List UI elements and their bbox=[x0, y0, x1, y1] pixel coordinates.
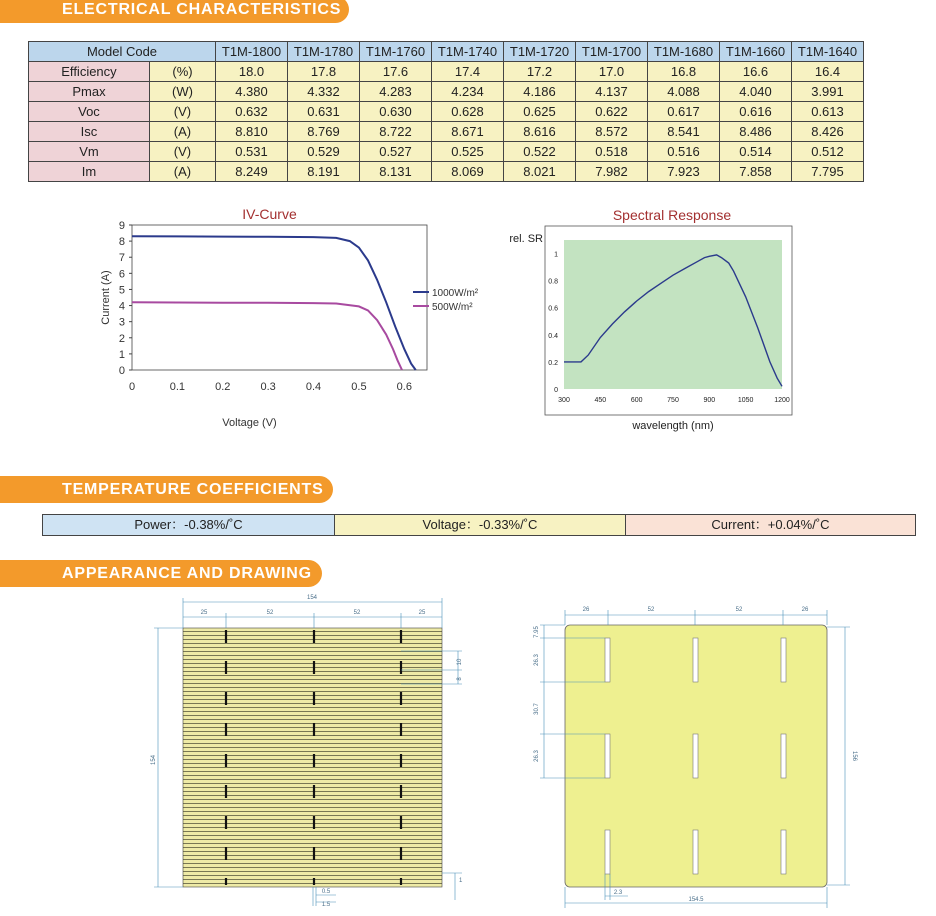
model-header: T1M-1780 bbox=[288, 42, 360, 62]
temp-coeff-current: Current：+0.04%/˚C bbox=[625, 514, 916, 536]
value-cell: 8.722 bbox=[360, 122, 432, 142]
value-cell: 4.186 bbox=[504, 82, 576, 102]
table-header-row bbox=[29, 42, 864, 62]
parameter-unit: (A) bbox=[149, 122, 215, 142]
parameter-name: Vm bbox=[29, 142, 150, 162]
iv-y-axis-label: Current (A) bbox=[100, 270, 112, 325]
parameter-name: Efficiency bbox=[29, 62, 150, 82]
value-cell: 8.769 bbox=[288, 122, 360, 142]
parameter-name: Pmax bbox=[29, 82, 150, 102]
value-cell: 0.630 bbox=[360, 102, 432, 122]
value-cell: 8.541 bbox=[648, 122, 720, 142]
dim-back-seg4: 26 bbox=[801, 607, 809, 613]
table-row bbox=[29, 102, 864, 122]
dim-back-right: 156 bbox=[851, 750, 857, 762]
value-cell: 4.283 bbox=[360, 82, 432, 102]
table-row bbox=[29, 162, 864, 182]
parameter-unit: (A) bbox=[149, 162, 215, 182]
sr-x-tick-label: 450 bbox=[594, 397, 607, 404]
iv-x-tick-label: 0.4 bbox=[305, 381, 322, 393]
table-row bbox=[29, 142, 864, 162]
value-cell: 16.6 bbox=[720, 62, 792, 82]
appearance-section-banner: APPEARANCE AND DRAWING bbox=[0, 560, 322, 587]
parameter-name: Im bbox=[29, 162, 150, 182]
value-cell: 8.616 bbox=[504, 122, 576, 142]
value-cell: 8.810 bbox=[216, 122, 288, 142]
temperature-section-banner: TEMPERATURE COEFFICIENTS bbox=[0, 476, 333, 503]
value-cell: 0.622 bbox=[576, 102, 648, 122]
dim-front-b1: 0.5 bbox=[321, 889, 331, 895]
table-row bbox=[29, 62, 864, 82]
iv-x-axis-label: Voltage (V) bbox=[222, 417, 277, 429]
value-cell: 0.631 bbox=[288, 102, 360, 122]
sr-y-tick-label: 0.6 bbox=[548, 305, 558, 313]
iv-x-tick-label: 0.5 bbox=[351, 381, 367, 393]
value-cell: 4.088 bbox=[648, 82, 720, 102]
value-cell: 0.527 bbox=[360, 142, 432, 162]
value-cell: 0.531 bbox=[216, 142, 288, 162]
value-cell: 17.2 bbox=[504, 62, 576, 82]
sr-x-tick-label: 1200 bbox=[774, 397, 790, 404]
parameter-name: Voc bbox=[29, 102, 150, 122]
iv-x-tick-label: 0.2 bbox=[215, 381, 231, 393]
value-cell: 8.249 bbox=[216, 162, 288, 182]
value-cell: 8.426 bbox=[792, 122, 864, 142]
sr-y-tick-label: 0 bbox=[554, 387, 558, 394]
dim-front-gap1: 10 bbox=[457, 658, 463, 666]
dim-front-left: 154 bbox=[151, 754, 157, 766]
sr-plot-area bbox=[564, 240, 782, 389]
dim-front-seg4: 25 bbox=[418, 610, 426, 616]
value-cell: 4.380 bbox=[216, 82, 288, 102]
parameter-unit: (V) bbox=[149, 102, 215, 122]
temp-coeff-power: Power：-0.38%/˚C bbox=[42, 514, 335, 536]
value-cell: 7.858 bbox=[720, 162, 792, 182]
iv-chart-title: IV-Curve bbox=[242, 206, 297, 222]
iv-x-tick-label: 0.6 bbox=[396, 381, 412, 393]
electrical-section-banner: ELECTRICAL CHARACTERISTICS bbox=[0, 0, 349, 23]
model-header: T1M-1700 bbox=[576, 42, 648, 62]
iv-y-tick-label: 5 bbox=[118, 284, 125, 297]
sr-x-axis-label: wavelength (nm) bbox=[632, 420, 714, 432]
value-cell: 8.572 bbox=[576, 122, 648, 142]
value-cell: 3.991 bbox=[792, 82, 864, 102]
value-cell: 18.0 bbox=[216, 62, 288, 82]
value-cell: 0.617 bbox=[648, 102, 720, 122]
front-cell-drawing bbox=[140, 588, 480, 910]
sr-chart-title: Spectral Response bbox=[612, 207, 732, 223]
value-cell: 17.4 bbox=[432, 62, 504, 82]
value-cell: 0.529 bbox=[288, 142, 360, 162]
value-cell: 4.234 bbox=[432, 82, 504, 102]
value-cell: 4.040 bbox=[720, 82, 792, 102]
model-header: T1M-1800 bbox=[216, 42, 288, 62]
value-cell: 0.516 bbox=[648, 142, 720, 162]
iv-y-tick-label: 9 bbox=[118, 220, 125, 232]
value-cell: 0.632 bbox=[216, 102, 288, 122]
dim-front-seg1: 25 bbox=[200, 610, 208, 616]
iv-curve-chart bbox=[95, 205, 515, 435]
dim-front-seg2: 52 bbox=[266, 610, 274, 616]
value-cell: 0.525 bbox=[432, 142, 504, 162]
sr-x-tick-label: 1050 bbox=[737, 397, 754, 404]
dim-back-seg3: 52 bbox=[735, 607, 743, 613]
iv-y-tick-label: 1 bbox=[118, 348, 125, 361]
value-cell: 8.191 bbox=[288, 162, 360, 182]
dim-front-seg3: 52 bbox=[353, 610, 361, 616]
iv-y-tick-label: 3 bbox=[118, 316, 125, 329]
temp-coeff-voltage: Voltage：-0.33%/˚C bbox=[334, 514, 626, 536]
value-cell: 0.518 bbox=[576, 142, 648, 162]
sr-x-tick-label: 600 bbox=[630, 397, 643, 404]
dim-back-pad-h1: 26.3 bbox=[534, 654, 540, 666]
sr-x-tick-label: 300 bbox=[558, 397, 570, 404]
sr-y-tick-label: 0.4 bbox=[548, 332, 558, 340]
sr-y-tick-label: 1 bbox=[554, 251, 558, 259]
sr-y-axis-label: rel. SR bbox=[509, 233, 543, 245]
iv-y-tick-label: 0 bbox=[118, 365, 125, 377]
iv-y-tick-label: 8 bbox=[118, 236, 125, 249]
model-code-header: Model Code bbox=[29, 42, 216, 62]
electrical-spec-table bbox=[28, 41, 864, 182]
value-cell: 8.069 bbox=[432, 162, 504, 182]
value-cell: 17.8 bbox=[288, 62, 360, 82]
dim-back-seg1: 26 bbox=[582, 607, 590, 613]
model-header: T1M-1720 bbox=[504, 42, 576, 62]
sr-x-tick-label: 750 bbox=[667, 397, 679, 404]
iv-y-tick-label: 2 bbox=[118, 332, 125, 345]
dim-front-corner: 1 bbox=[459, 878, 463, 884]
model-header: T1M-1640 bbox=[792, 42, 864, 62]
table-row bbox=[29, 82, 864, 102]
iv-x-tick-label: 0.1 bbox=[169, 381, 186, 393]
dim-back-pad-gap: 30.7 bbox=[534, 703, 540, 715]
value-cell: 8.021 bbox=[504, 162, 576, 182]
value-cell: 4.332 bbox=[288, 82, 360, 102]
iv-x-tick-label: 0 bbox=[128, 381, 136, 393]
dim-back-seg2: 52 bbox=[647, 607, 655, 613]
value-cell: 0.613 bbox=[792, 102, 864, 122]
value-cell: 0.514 bbox=[720, 142, 792, 162]
value-cell: 8.131 bbox=[360, 162, 432, 182]
value-cell: 0.522 bbox=[504, 142, 576, 162]
parameter-unit: (%) bbox=[149, 62, 215, 82]
front-cell-face bbox=[183, 628, 442, 887]
parameter-unit: (V) bbox=[149, 142, 215, 162]
value-cell: 17.6 bbox=[360, 62, 432, 82]
iv-y-tick-label: 7 bbox=[118, 252, 125, 265]
table-row bbox=[29, 122, 864, 142]
iv-legend-label: 500W/m² bbox=[432, 302, 473, 313]
parameter-unit: (W) bbox=[149, 82, 215, 102]
value-cell: 0.625 bbox=[504, 102, 576, 122]
value-cell: 0.512 bbox=[792, 142, 864, 162]
dim-back-pad-h2: 26.3 bbox=[534, 750, 540, 762]
dim-front-gap2: 8 bbox=[457, 677, 463, 681]
iv-y-tick-label: 6 bbox=[118, 268, 125, 281]
value-cell: 16.4 bbox=[792, 62, 864, 82]
back-cell-drawing bbox=[520, 588, 870, 910]
iv-x-tick-label: 0.3 bbox=[260, 381, 276, 393]
dim-back-bottom: 154.5 bbox=[688, 897, 704, 903]
sr-x-tick-label: 900 bbox=[703, 397, 716, 404]
iv-legend-label: 1000W/m² bbox=[432, 288, 479, 299]
value-cell: 16.8 bbox=[648, 62, 720, 82]
spectral-response-chart bbox=[495, 205, 805, 440]
dim-front-b2: 1.5 bbox=[321, 902, 331, 908]
model-header: T1M-1680 bbox=[648, 42, 720, 62]
sr-y-tick-label: 0.2 bbox=[548, 359, 558, 367]
iv-plot-area bbox=[132, 225, 427, 370]
dim-back-pad-width: 2.3 bbox=[613, 890, 623, 896]
parameter-name: Isc bbox=[29, 122, 150, 142]
value-cell: 0.628 bbox=[432, 102, 504, 122]
sr-y-tick-label: 0.8 bbox=[548, 278, 558, 286]
value-cell: 4.137 bbox=[576, 82, 648, 102]
value-cell: 7.923 bbox=[648, 162, 720, 182]
dim-back-pad-top: 7.95 bbox=[534, 626, 540, 638]
value-cell: 8.671 bbox=[432, 122, 504, 142]
value-cell: 7.982 bbox=[576, 162, 648, 182]
iv-y-tick-label: 4 bbox=[118, 300, 125, 313]
value-cell: 7.795 bbox=[792, 162, 864, 182]
value-cell: 8.486 bbox=[720, 122, 792, 142]
model-header: T1M-1660 bbox=[720, 42, 792, 62]
model-header: T1M-1740 bbox=[432, 42, 504, 62]
dim-front-overall: 154 bbox=[306, 595, 318, 601]
value-cell: 0.616 bbox=[720, 102, 792, 122]
model-header: T1M-1760 bbox=[360, 42, 432, 62]
value-cell: 17.0 bbox=[576, 62, 648, 82]
